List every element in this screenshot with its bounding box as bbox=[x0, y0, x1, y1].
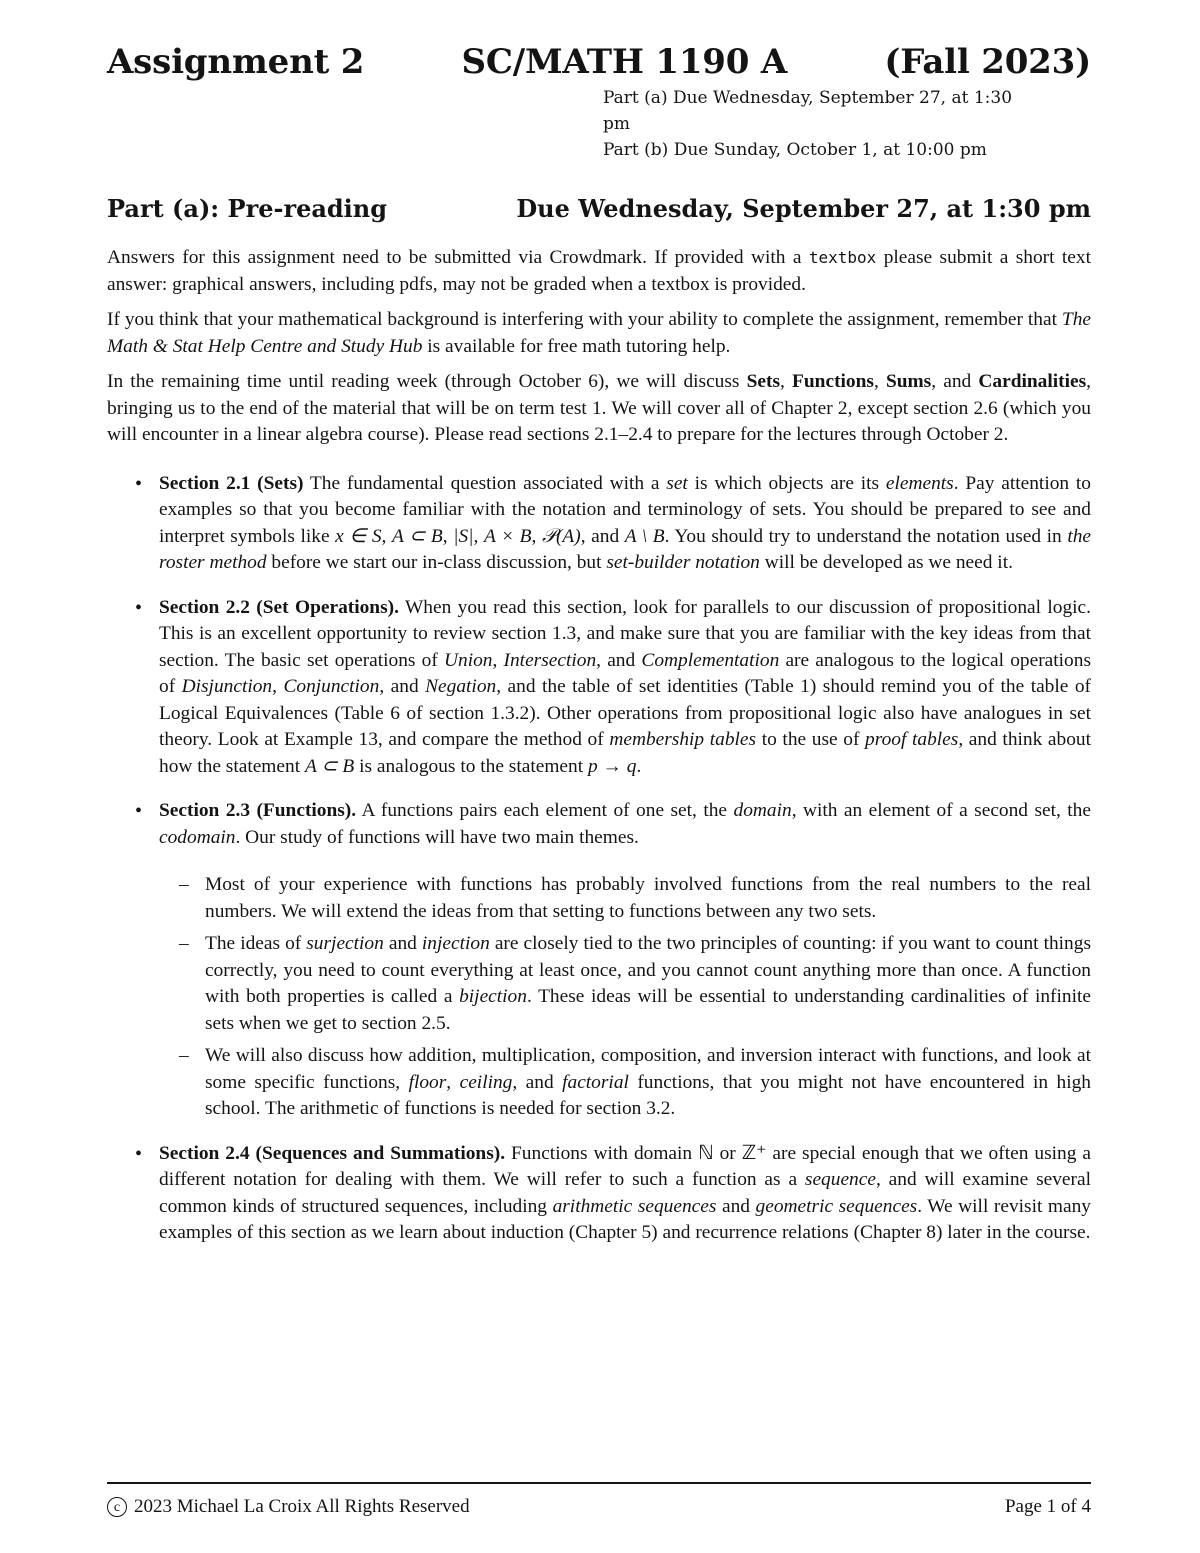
part-a-due: Due Wednesday, September 27, at 1:30 pm bbox=[516, 194, 1091, 223]
term: sequence bbox=[804, 1169, 876, 1190]
text: , bbox=[442, 525, 454, 547]
text: is available for free math tutoring help. bbox=[422, 335, 731, 357]
text: will be developed as we need it. bbox=[759, 552, 1013, 573]
term: elements bbox=[885, 472, 954, 494]
math-symbol: A ⊂ B bbox=[304, 755, 355, 777]
topic-functions: Functions bbox=[792, 371, 874, 392]
theme-item-1: – Most of your experience with functions has probably involved functions from the real numbers to the real numbers. We will extend the ideas from that setting to functions between any two sets. bbox=[159, 872, 1091, 925]
text: . These ideas will be essential to understanding cardinalities of infinite sets when we get to section 2.5. bbox=[205, 986, 1091, 1034]
math-symbol: A × B bbox=[483, 525, 532, 547]
copyright-icon: c bbox=[107, 1497, 127, 1517]
text: , bringing us to the end of the material that will be on term test 1. We will cover all of Chapter 2, except section 2.6 (which you will encounter in a linear algebra course). Please read sections 2.1–2.4 to prepare for the lectures through October 2. bbox=[107, 371, 1091, 445]
text: . You should try to understand the notation used in bbox=[664, 525, 1068, 547]
section-heading: Section 2.1 (Sets) bbox=[159, 472, 304, 494]
math-symbol: A ⊂ B bbox=[391, 525, 443, 547]
text: When you read this section, look for parallels to our discussion of propositional logic. This is an excellent opportunity to review section 1.3, and make sure that you are familiar with the key ideas from that section. The basic set operations of bbox=[159, 596, 1092, 671]
text: . bbox=[636, 755, 642, 777]
section-2-1-item bbox=[107, 471, 1091, 577]
text: The ideas of bbox=[205, 933, 307, 954]
text: are special enough that we often using a different notation for dealing with them. We will refer to such a function as a bbox=[159, 1142, 1091, 1190]
text: to the use of bbox=[756, 729, 866, 750]
assignment-title: Assignment 2 bbox=[107, 42, 365, 82]
term: factorial bbox=[562, 1071, 629, 1093]
text: , bbox=[446, 1071, 460, 1093]
term: set-builder notation bbox=[606, 552, 760, 573]
term: domain bbox=[733, 800, 792, 821]
text: , bbox=[780, 371, 793, 392]
page-number: Page 1 of 4 bbox=[1004, 1496, 1091, 1517]
text: and bbox=[716, 1195, 756, 1217]
text: Functions with domain bbox=[505, 1142, 699, 1164]
text: before we start our in-class discussion, but bbox=[266, 552, 607, 573]
term: set bbox=[666, 472, 688, 494]
section-heading: Section 2.2 (Set Operations). bbox=[159, 596, 399, 618]
reading-sections-list bbox=[107, 471, 1091, 1247]
section-2-3-item bbox=[107, 798, 1091, 1123]
term: injection bbox=[421, 933, 490, 954]
text: , and bbox=[512, 1071, 563, 1093]
term: geometric sequences bbox=[755, 1195, 918, 1217]
text: . Pay attention to examples so that you become familiar with the notation and terminology of sets. You should be prepared to see and interpret symbols like bbox=[159, 472, 1091, 547]
text: In the remaining time until reading week (through October 6), we will discuss bbox=[107, 371, 747, 392]
text: , and will examine several common kinds of structured sequences, including bbox=[159, 1169, 1091, 1217]
topic-cardinalities: Cardinalities bbox=[978, 371, 1087, 392]
math-symbol: x ∈ S bbox=[335, 525, 382, 547]
text: . Our study of functions will have two main themes. bbox=[235, 826, 639, 848]
text: Answers for this assignment need to be submitted via Crowdmark. If provided with a bbox=[107, 247, 809, 268]
term: (Fall 2023) bbox=[884, 42, 1091, 82]
due-part-a: Part (a) Due Wednesday, September 27, at 1:30 pm bbox=[603, 88, 1013, 134]
page-footer bbox=[107, 1482, 1091, 1520]
theme-item-3 bbox=[159, 1043, 1091, 1123]
text: If you think that your mathematical background is interfering with your ability to complete the assignment, remember that bbox=[107, 309, 1062, 330]
text: are analogous to the logical operations of bbox=[159, 649, 1091, 697]
text: functions, that you might not have encountered in high school. The arithmetic of functions is needed for section 3.2. bbox=[205, 1071, 1091, 1119]
term: arithmetic sequences bbox=[552, 1195, 717, 1217]
text: , and think about how the statement bbox=[159, 729, 1092, 777]
section-2-4-item bbox=[107, 1141, 1091, 1247]
term: floor bbox=[408, 1071, 447, 1093]
term: Disjunction bbox=[181, 676, 273, 697]
text: , bbox=[272, 676, 284, 697]
part-a-heading bbox=[107, 193, 1091, 225]
term: Negation bbox=[425, 676, 497, 697]
math-symbol: 𝒫(A) bbox=[541, 525, 581, 547]
text: , with an element of a second set, the bbox=[791, 800, 1091, 821]
functions-themes-list bbox=[159, 872, 1091, 1123]
text: , and bbox=[580, 525, 625, 547]
document-page bbox=[107, 40, 1091, 1265]
text: , bbox=[381, 525, 392, 547]
part-a-title: Part (a): Pre-reading bbox=[107, 194, 388, 223]
term: Intersection bbox=[503, 649, 597, 671]
text: is analogous to the statement bbox=[354, 755, 588, 777]
math-symbol: ℤ⁺ bbox=[741, 1142, 767, 1164]
math-symbol: p → q bbox=[587, 755, 637, 777]
document-title bbox=[107, 40, 1091, 84]
term: the roster method bbox=[159, 525, 1092, 573]
text: , bbox=[492, 649, 504, 671]
term: membership tables bbox=[609, 729, 757, 750]
term: bijection bbox=[459, 986, 527, 1007]
math-symbol: |S| bbox=[453, 525, 474, 547]
text: . We will revisit many examples of this section as we learn about induction (Chapter 5) and recurrence relations (Chapter 8) later in the course. bbox=[159, 1195, 1091, 1243]
term: proof tables bbox=[865, 729, 959, 750]
text: , bbox=[873, 371, 886, 392]
topic-sums: Sums bbox=[885, 371, 932, 392]
term: codomain bbox=[159, 826, 236, 848]
section-2-2-item bbox=[107, 595, 1091, 781]
text: , and bbox=[931, 371, 979, 392]
math-symbol: ℕ bbox=[698, 1142, 714, 1164]
text: are closely tied to the two principles of counting: if you want to count things correctly, you need to count everything at least once, and you cannot count anything more than once. A function with both properties is called a bbox=[205, 933, 1091, 1007]
due-part-b: Part (b) Due Sunday, October 1, at 10:00 pm bbox=[603, 140, 987, 160]
section-heading: Section 2.4 (Sequences and Summations). bbox=[159, 1142, 506, 1164]
term: surjection bbox=[306, 933, 384, 954]
text: A functions pairs each element of one set, the bbox=[356, 800, 734, 821]
text: , and bbox=[379, 676, 426, 697]
course-code: SC/MATH 1190 A bbox=[461, 42, 788, 82]
intro-paragraph-1 bbox=[107, 245, 1091, 298]
copyright-text: 2023 Michael La Croix All Rights Reserved bbox=[134, 1496, 470, 1517]
text: or bbox=[713, 1142, 742, 1164]
theme-item-2 bbox=[159, 931, 1091, 1037]
intro-paragraph-2 bbox=[107, 307, 1091, 360]
term: Complementation bbox=[641, 649, 780, 671]
text: The fundamental question associated with a bbox=[303, 472, 667, 494]
section-heading: Section 2.3 (Functions). bbox=[159, 800, 357, 821]
text: , bbox=[473, 525, 484, 547]
term: Conjunction bbox=[283, 676, 380, 697]
term: ceiling bbox=[459, 1071, 513, 1093]
text: please submit a short text answer: graphical answers, including pdfs, may not be graded when a textbox is provided. bbox=[107, 247, 1091, 295]
text: , and bbox=[596, 649, 642, 671]
topic-sets: Sets bbox=[746, 371, 781, 392]
text: We will also discuss how addition, multiplication, composition, and inversion interact with functions, and look at some specific functions, bbox=[205, 1045, 1091, 1093]
text: , and the table of set identities (Table 1) should remind you of the table of Logical Equivalences (Table 6 of section 1.3.2). Other operations from propositional logic also have analogues in set theory. Look at Example 13, and compare the method of bbox=[159, 676, 1091, 750]
intro-paragraph-3 bbox=[107, 369, 1091, 449]
term: Union bbox=[444, 649, 493, 671]
textbox-term: textbox bbox=[808, 248, 877, 267]
text: , bbox=[531, 525, 542, 547]
text: is which objects are its bbox=[687, 472, 886, 494]
copyright-notice bbox=[107, 1494, 470, 1520]
math-symbol: A \ B bbox=[624, 525, 665, 547]
text: and bbox=[383, 933, 422, 954]
help-centre-name: The Math & Stat Help Centre and Study Hub bbox=[107, 309, 1091, 357]
due-dates bbox=[107, 85, 1091, 163]
